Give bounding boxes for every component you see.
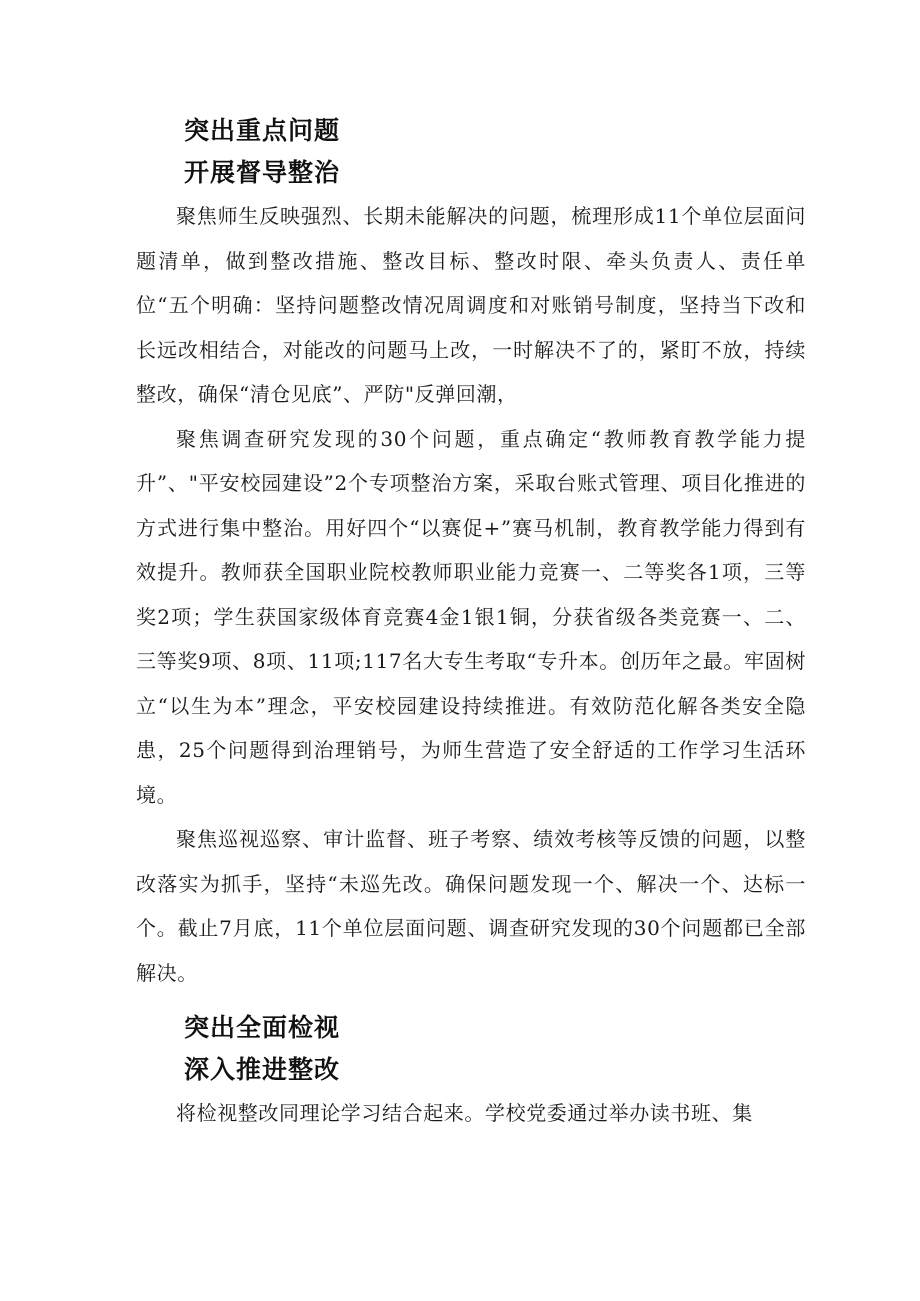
section-comprehensive-review xyxy=(136,1007,806,1136)
section-heading: 突出重点问题 xyxy=(184,116,341,145)
section-subheading: 开展督导整治 xyxy=(184,158,341,187)
section-focus-key-issues xyxy=(136,110,806,995)
document-body xyxy=(136,110,806,1136)
body-paragraph: 聚焦调查研究发现的30个问题，重点确定“教师教育教学能力提升”、"平安校园建设”2个专项整治方案，采取台账式管理、项目化推进的方式进行集中整治。用好四个“以赛促+”赛马机制，教育教学能力得到有效提升。教师获全国职业院校教师职业能力竞赛一、二等奖各1项，三等奖2项；学生获国家级体育竞赛4金1银1铜，分获省级各类竞赛一、二、三等奖9项、8项、11项;117名大专生考取“专升本。创历年之最。牢固树立“以生为本”理念，平安校园建设持续推进。有效防范化解各类安全隐患，25个问题得到治理销号，为师生营造了安全舒适的工作学习生活环境。 xyxy=(136,426,806,807)
body-paragraph: 聚焦巡视巡察、审计监督、班子考察、绩效考核等反馈的问题，以整改落实为抓手，坚持“未巡先改。确保问题发现一个、解决一个、达标一个。截止7月底，11个单位层面问题、调查研究发现的30个问题都已全部解决。 xyxy=(136,827,806,985)
section-subheading: 深入推进整改 xyxy=(184,1055,341,1084)
body-paragraph: 聚焦师生反映强烈、长期未能解决的问题，梳理形成11个单位层面问题清单，做到整改措施、整改目标、整改时限、牵头负责人、责任单位“五个明确：坚持问题整改情况周调度和对账销号制度，坚持当下改和长远改相结合，对能改的问题马上改，一时解决不了的，紧盯不放，持续整改，确保“清仓见底”、严防"反弹回潮， xyxy=(136,204,806,406)
section-heading: 突出全面检视 xyxy=(184,1013,341,1042)
body-paragraph: 将检视整改同理论学习结合起来。学校党委通过举办读书班、集 xyxy=(176,1101,753,1125)
